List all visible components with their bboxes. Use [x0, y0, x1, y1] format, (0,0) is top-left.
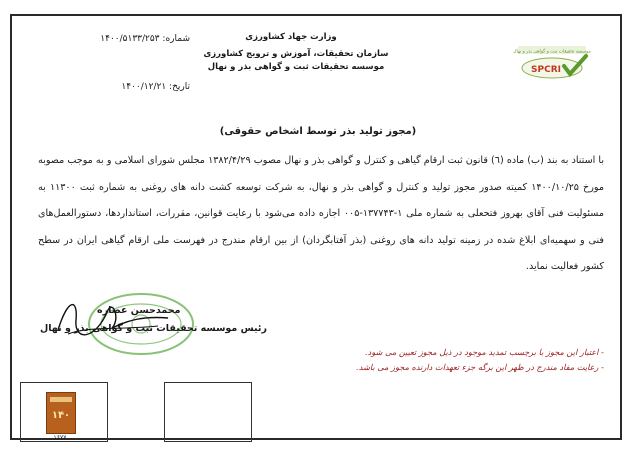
- note-obligations: - رعایت مفاد مندرج در ظهر این برگه جزء تعهدات دارنده مجوز می باشد.: [356, 362, 604, 372]
- ministry-name: وزارت جهاد کشاورزی: [245, 32, 337, 42]
- renewal-box-2: [164, 382, 252, 442]
- document-body: با استناد به بند (ب) ماده (٦) قانون ثبت ارقام گیاهی و کنترل و گواهی بذر و نهال مصوب ۱۳۸۲/۴/۲۹ مجلس شورای اسلامی و به موجب مصوبه مورخ ۱۴۰۰/۱۰/۲۵ کمیته صدور مجوز تولید و کنترل و گواهی بذر و نهال، به شرکت توسعه کشت دانه های روغنی به شماره ثبت ۱۱۳۰۰ به مسئولیت فنی آقای بهروز فتحعلی به شماره ملی ۱-۱۳۷۷۴۳-۰۰۵ اجازه داده می‌شود با رعایت قوانین، مقررات، استانداردها، دستورالعمل‌های فنی و سهمیه‌ای ابلاغ شده در زمینه تولید دانه های روغنی (بذر آفتابگردان) از بین ارقام مندرج در فهرست ملی ارقام گیاهی ایران در سطح کشور فعالیت نماید.: [38, 155, 604, 272]
- renewal-emblem: [46, 392, 76, 434]
- handwritten-signature: [48, 290, 178, 350]
- renewal-emblem-number: ۱۶۷۷: [53, 434, 67, 441]
- svg-text:۱۴۰: ۱۴۰: [51, 410, 71, 421]
- letter-number: [40, 34, 190, 44]
- logo-text: SPCRI: [531, 65, 561, 75]
- logo-caption: موسسه تحقیقات ثبت و گواهی بذر و نهال: [513, 49, 591, 55]
- letter-date: [40, 82, 190, 92]
- organization-block: [181, 48, 411, 74]
- date-value: ۱۴۰۰/۱۲/۲۱: [121, 82, 167, 92]
- number-value: ۱۴۰۰/۵۱۳۳/۲۵۳: [100, 34, 160, 44]
- signatory-name: محمدحسن عصاره: [97, 305, 181, 316]
- signatory-title: رئیس موسسه تحقیقات ثبت و گواهی بذر و نهال: [40, 323, 267, 334]
- institute-name: موسسه تحقیقات ثبت و گواهی بذر و نهال: [207, 62, 385, 72]
- notes-block: [300, 345, 604, 375]
- institute-logo: [512, 42, 592, 86]
- note-validity: - اعتبار این مجوز با برچسب تمدید موجود در ذیل مجوز تعیین می شود.: [365, 347, 604, 357]
- number-label: شماره:: [162, 34, 190, 44]
- document-title: (مجوز تولید بذر توسط اشخاص حقوقی): [219, 126, 417, 137]
- organization-name: سازمان تحقیقات، آموزش و ترویج کشاورزی: [203, 49, 389, 59]
- date-label: تاریخ:: [169, 82, 190, 92]
